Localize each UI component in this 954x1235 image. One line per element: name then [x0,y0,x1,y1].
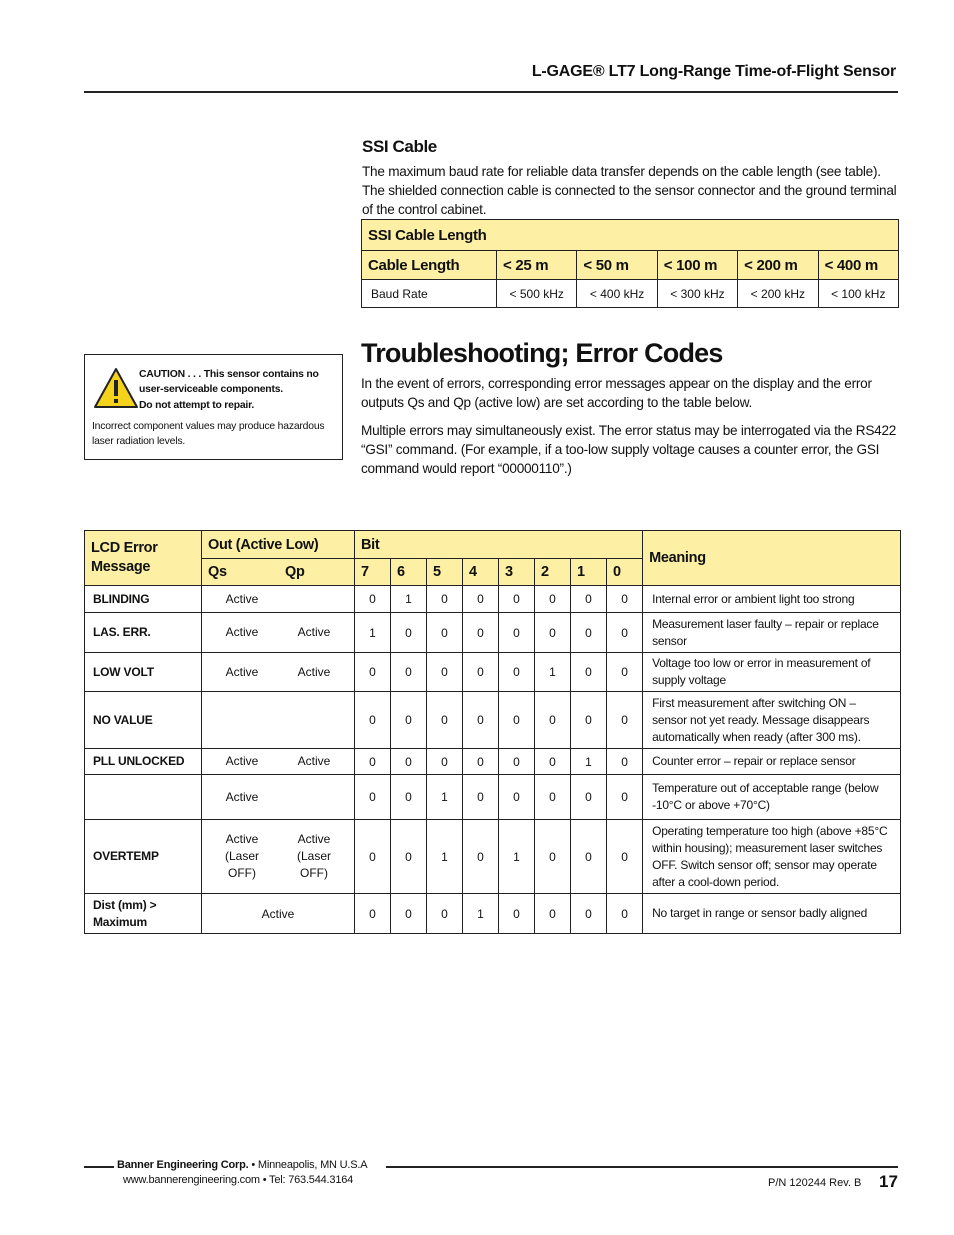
bit-value-cell: 0 [427,749,463,775]
page-number: 17 [879,1172,898,1191]
output-cell [202,894,355,934]
bit-value-cell: 0 [535,692,571,749]
baud-rate-cell: < 100 kHz [818,280,898,308]
bit-value-cell: 0 [463,749,499,775]
bit-value-cell: 0 [607,586,643,613]
meaning-header: Meaning [643,531,901,586]
lcd-message-cell: NO VALUE [85,692,202,749]
baud-rate-cell: < 200 kHz [738,280,818,308]
qs-value: Active (Laser OFF) [224,832,259,880]
bit-value-cell: 1 [427,820,463,894]
qp-value [296,591,332,608]
bit-number-header: 1 [571,559,607,586]
bit-value-cell: 0 [535,775,571,820]
baud-rate-cell: < 400 kHz [577,280,657,308]
bit-value-cell: 0 [571,820,607,894]
out-active-low-header: Out (Active Low) [202,531,355,559]
baud-rate-cell: < 500 kHz [497,280,577,308]
lcd-message-cell: BLINDING [85,586,202,613]
error-table-row [85,586,901,613]
qp-value: Active [297,754,331,768]
bit-number-header: 3 [499,559,535,586]
bit-value-cell: 0 [427,692,463,749]
bit-number-header: 4 [463,559,499,586]
caution-repair-text: Do not attempt to repair. [139,400,255,411]
error-table-row [85,820,901,894]
bit-value-cell: 0 [571,692,607,749]
header-divider [84,91,898,93]
lcd-message-cell: LAS. ERR. [85,613,202,653]
baud-rate-label: Baud Rate [362,280,497,308]
bit-value-cell: 0 [463,692,499,749]
bit-value-cell: 0 [607,692,643,749]
output-cell [202,692,355,749]
bit-value-cell: 0 [499,586,535,613]
troubleshooting-heading: Troubleshooting; Error Codes [361,338,723,368]
bit-value-cell: 0 [355,749,391,775]
error-table-row [85,692,901,749]
qp-header: Qp [285,564,305,580]
bit-value-cell: 0 [499,653,535,692]
footer-divider-right [386,1166,898,1168]
lcd-message-cell: LOW VOLT [85,653,202,692]
bit-number-header: 7 [355,559,391,586]
bit-value-cell: 0 [391,820,427,894]
bit-value-cell: 0 [355,775,391,820]
qp-value: Active [297,625,331,639]
bit-value-cell: 0 [499,613,535,653]
bit-value-cell: 0 [499,894,535,934]
bit-value-cell: 0 [355,653,391,692]
bit-value-cell: 0 [535,613,571,653]
bit-value-cell: 0 [607,749,643,775]
bit-number-header: 0 [607,559,643,586]
cable-length-cell: < 25 m [497,251,577,280]
lcd-message-cell: Dist (mm) > Maximum [85,894,202,934]
qs-value: Active [225,591,259,606]
qs-value: Active [225,664,259,679]
bit-number-header: 2 [535,559,571,586]
document-header-title: L-GAGE® LT7 Long-Range Time-of-Flight Sensor [531,63,896,80]
bit-value-cell: 0 [607,894,643,934]
qs-value: Active [225,789,259,804]
error-table-row [85,613,901,653]
cable-length-cell: < 400 m [818,251,898,280]
bit-value-cell: 1 [427,775,463,820]
bit-value-cell: 1 [535,653,571,692]
bit-value-cell: 0 [355,692,391,749]
error-table-row [85,775,901,820]
error-table-body [85,586,901,934]
footer-divider-left [84,1166,114,1168]
caution-text: CAUTION . . . This sensor contains no user-serviceable components. [139,369,319,395]
output-cell [202,613,355,653]
output-cell [202,653,355,692]
bit-value-cell: 0 [391,692,427,749]
lcd-error-message-header: LCD Error Message [85,531,202,586]
troubleshooting-paragraph-1: In the event of errors, corresponding error messages appear on the display and the error outputs Qs and Qp (active low) are set according to the table below. [361,376,872,410]
bit-value-cell: 0 [391,894,427,934]
caution-note: Incorrect component values may produce hazardous laser radiation levels. [92,421,325,447]
ssi-table-title: SSI Cable Length [362,220,899,251]
part-number: P/N 120244 Rev. B [768,1177,862,1189]
ssi-cable-length-table [361,219,899,308]
bit-value-cell: 1 [355,613,391,653]
bit-number-header: 6 [391,559,427,586]
company-location: • Minneapolis, MN U.S.A [248,1159,368,1171]
meaning-cell: Temperature out of acceptable range (below -10°C or above +70°C) [643,775,901,820]
output-cell [202,775,355,820]
bit-value-cell: 0 [391,775,427,820]
qs-value: Active [225,625,259,639]
bit-value-cell: 0 [463,586,499,613]
company-name: Banner Engineering Corp. [117,1159,249,1171]
qp-value: Active [297,664,331,679]
bit-value-cell: 0 [499,692,535,749]
bit-value-cell: 0 [355,894,391,934]
bit-value-cell: 1 [499,820,535,894]
bit-value-cell: 0 [427,586,463,613]
lcd-message-cell [85,775,202,820]
troubleshooting-paragraph-2: Multiple errors may simultaneously exist. The error status may be interrogated via the RS422 “GSI” command. (For exampl​e, if a too-low supply voltage causes a counter error, the GSI command would report “00000110”.) [361,423,897,476]
ssi-cable-heading: SSI Cable [362,137,437,156]
bit-value-cell: 1 [391,586,427,613]
qp-value [296,789,332,806]
bit-value-cell: 0 [535,749,571,775]
qs-header: Qs [208,564,227,580]
bit-value-cell: 0 [499,775,535,820]
bit-value-cell: 0 [391,653,427,692]
footer-contact: www.bannerengineering.com • Tel: 763.544.3164 [123,1174,354,1186]
bit-value-cell: 0 [535,586,571,613]
bit-value-cell: 0 [571,775,607,820]
meaning-cell: No target in range or sensor badly aligned [643,894,901,934]
error-codes-table [84,530,901,934]
meaning-cell: Voltage too low or error in measurement of supply voltage [643,653,901,692]
bit-number-header: 5 [427,559,463,586]
bit-value-cell: 0 [427,653,463,692]
output-cell [202,820,355,894]
bit-value-cell: 0 [607,653,643,692]
bit-value-cell: 0 [427,894,463,934]
meaning-cell: Counter error – repair or replace sensor [643,749,901,775]
bit-value-cell: 0 [463,820,499,894]
bit-value-cell: 0 [463,653,499,692]
bit-value-cell: 0 [535,894,571,934]
bit-value-cell: 0 [607,775,643,820]
bit-value-cell: 0 [391,613,427,653]
ssi-cable-intro: The maximum baud rate for reliable data transfer depends on the cable length (see table). The shielded connection cable is connected to the sensor connector and the ground terminal of the control cabinet. [362,164,897,217]
bit-value-cell: 0 [571,613,607,653]
meaning-cell: First measurement after switching ON – sensor not yet ready. Message disappears automatically when ready (after 300 ms). [643,692,901,749]
bit-value-cell: 0 [571,653,607,692]
meaning-cell: Measurement laser faulty – repair or replace sensor [643,613,901,653]
cable-length-cell: < 200 m [738,251,818,280]
bit-value-cell: 0 [355,586,391,613]
error-table-row [85,653,901,692]
bit-value-cell: 0 [607,820,643,894]
qs-value: Active [225,754,259,768]
qs-qp-header [202,559,355,586]
meaning-cell: Operating temperature too high (above +85°C within housing); measurement laser switches OFF. Switch sensor off; sensor may operate after a cool-down period. [643,820,901,894]
cable-length-cell: < 100 m [657,251,737,280]
error-table-row [85,894,901,934]
lcd-message-cell: OVERTEMP [85,820,202,894]
baud-rate-cell: < 300 kHz [657,280,737,308]
bit-value-cell: 0 [427,613,463,653]
bit-value-cell: 0 [391,749,427,775]
footer-company [117,1159,367,1171]
meaning-cell: Internal error or ambient light too strong [643,586,901,613]
bit-value-cell: 0 [463,613,499,653]
qp-value: Active (Laser OFF) [296,832,331,880]
output-cell [202,749,355,775]
bit-value-cell: 1 [463,894,499,934]
bit-value-cell: 1 [571,749,607,775]
cable-length-cell: < 50 m [577,251,657,280]
output-cell [202,586,355,613]
lcd-message-cell: PLL UNLOCKED [85,749,202,775]
cable-length-label: Cable Length [362,251,497,280]
bit-header: Bit [355,531,643,559]
warning-triangle-icon [93,367,139,409]
caution-box [84,354,343,460]
output-combined: Active [261,906,295,921]
bit-value-cell: 0 [499,749,535,775]
bit-value-cell: 0 [607,613,643,653]
bit-value-cell: 0 [571,586,607,613]
bit-value-cell: 0 [355,820,391,894]
error-table-row [85,749,901,775]
bit-value-cell: 0 [535,820,571,894]
bit-value-cell: 0 [571,894,607,934]
bit-value-cell: 0 [463,775,499,820]
